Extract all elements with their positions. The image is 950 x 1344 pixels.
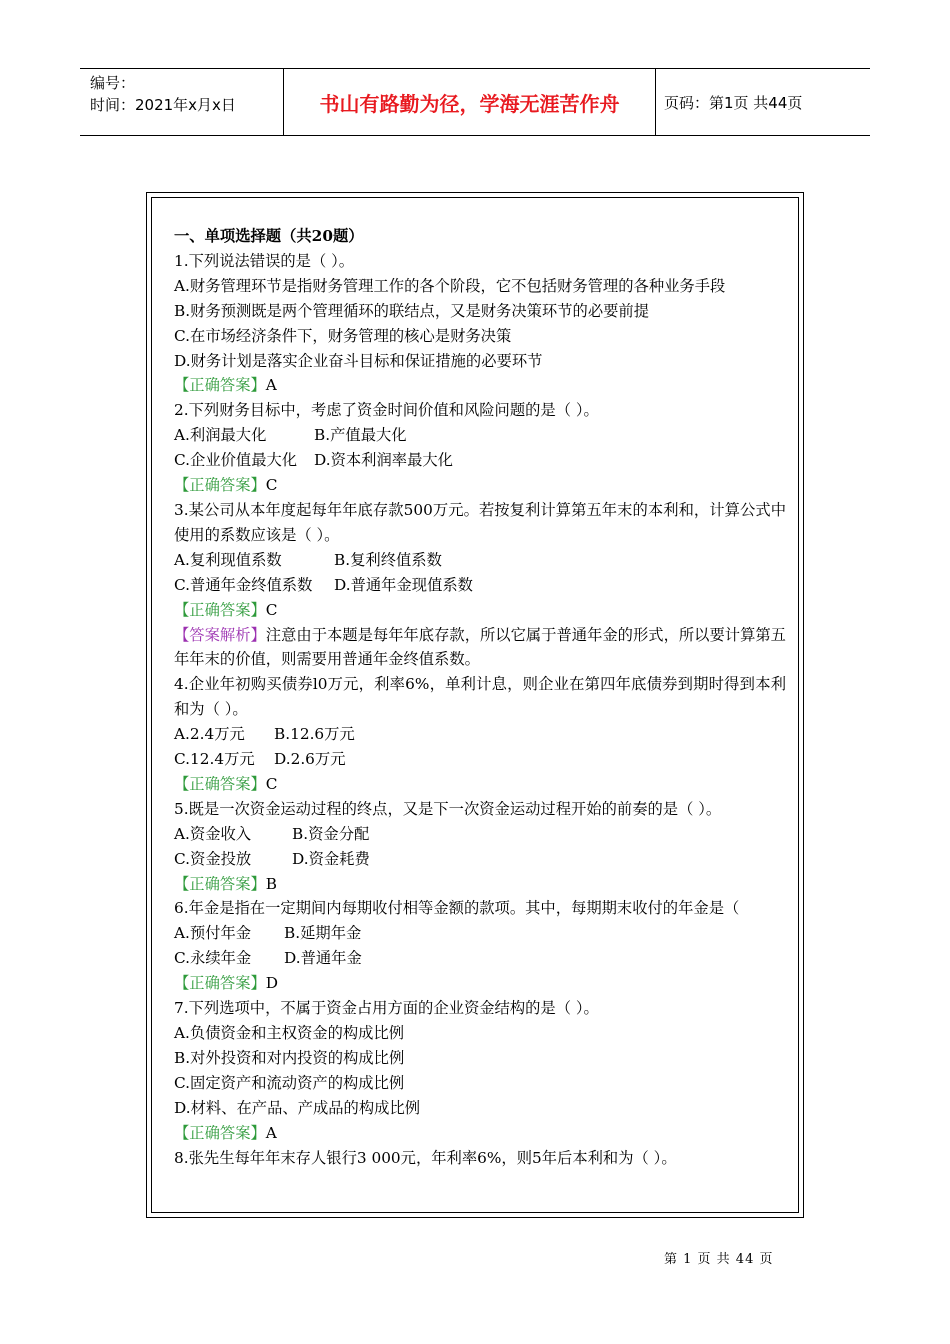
option-row (174, 847, 786, 872)
option-text: A.预付年金 (174, 924, 252, 943)
option-text: D.资本利润率最大化 (314, 451, 453, 470)
question-stem: 7.下列选项中，不属于资金占用方面的企业资金结构的是（ ）。 (174, 999, 599, 1018)
question-stem: 1.下列说法错误的是（ ）。 (174, 251, 355, 270)
option-text: D.普通年金 (284, 949, 362, 968)
option-text: C.12.4万元 (174, 750, 255, 769)
page-header (80, 68, 870, 136)
option-text: D.普通年金现值系数 (334, 575, 473, 594)
option-row (174, 1046, 786, 1071)
answer-line (174, 772, 786, 797)
option-text: B.财务预测既是两个管理循环的联结点，又是财务决策环节的必要前提 (174, 301, 650, 320)
answer-value: B (265, 874, 278, 893)
option-row (174, 274, 786, 299)
option-text: C.资金投放 (174, 849, 252, 868)
option-text: A.2.4万元 (174, 725, 245, 744)
option-text: C.普通年金终值系数 (174, 575, 313, 594)
explanation-block (174, 623, 786, 673)
option-row (174, 299, 786, 324)
answer-label: 【正确答案】 (174, 600, 266, 619)
explanation-label: 【答案解析】 (174, 625, 266, 644)
header-page-info: 页码：第1页 共44页 (664, 93, 803, 112)
option-text: B.12.6万元 (274, 725, 355, 744)
answer-value: D (265, 974, 279, 993)
option-text: A.负债资金和主权资金的构成比例 (174, 1024, 405, 1042)
option-text: A.利润最大化 (174, 426, 267, 445)
option-row (174, 349, 786, 374)
option-text: A.财务管理环节是指财务管理工作的各个阶段，它不包括财务管理的各种业务手段 (174, 276, 726, 295)
option-text: A.复利现值系数 (174, 550, 282, 569)
option-row (174, 921, 786, 946)
option-row (174, 448, 786, 473)
answer-line (174, 1121, 786, 1146)
option-text: C.固定资产和流动资产的构成比例 (174, 1073, 405, 1092)
answer-label: 【正确答案】 (174, 974, 266, 993)
option-row (174, 822, 786, 847)
option-row (174, 573, 786, 598)
answer-label: 【正确答案】 (174, 476, 266, 495)
option-text: B.产值最大化 (314, 426, 407, 445)
question-stem: 3.某公司从本年度起每年年底存款500万元。若按复利计算第五年末的本利和，计算公式中使用的系数应该是（ ）。 (174, 500, 786, 544)
answer-label: 【正确答案】 (174, 774, 266, 793)
document-time-label: 时间：2021年x月x日 (90, 96, 236, 114)
option-row (174, 1096, 786, 1121)
option-text: D.财务计划是落实企业奋斗目标和保证措施的必要环节 (174, 351, 543, 370)
option-row (174, 722, 786, 747)
option-text: B.复利终值系数 (334, 550, 442, 569)
header-left-cell (80, 69, 283, 135)
option-text: C.永续年金 (174, 949, 252, 968)
answer-value: A (265, 1123, 277, 1142)
question-stem: 2.下列财务目标中，考虑了资金时间价值和风险问题的是（ ）。 (174, 401, 599, 420)
explanation-text: 注意由于本题是每年年底存款，所以它属于普通年金的形式，所以要计算第五年年末的价值，则需要用普通年金终值系数。 (174, 625, 786, 669)
option-text: B.资金分配 (292, 824, 370, 843)
option-text: D.材料、在产品、产成品的构成比例 (174, 1098, 421, 1117)
option-row (174, 1021, 786, 1046)
option-row (174, 548, 786, 573)
question-list (174, 224, 786, 1170)
answer-line (174, 971, 786, 996)
answer-label: 【正确答案】 (174, 1123, 266, 1142)
answer-value: C (265, 774, 278, 793)
option-text: C.在市场经济条件下，财务管理的核心是财务决策 (174, 326, 512, 345)
answer-line (174, 872, 786, 897)
question-box (146, 192, 804, 1218)
option-row (174, 324, 786, 349)
page-footer: 第 1 页 共 44 页 (664, 1252, 774, 1267)
question-stem: 8.张先生每年年末存人银行3 000元，年利率6%，则5年后本利和为（ ）。 (174, 1148, 677, 1167)
document-number-label: 编号： (90, 74, 136, 92)
answer-value: C (265, 600, 278, 619)
section-title: 一、单项选择题（共20题） (174, 227, 364, 245)
question-stem: 4.企业年初购买债券l0万元，利率6%，单利计息，则企业在第四年底债券到期时得到本利和为（ ）。 (174, 675, 786, 719)
option-text: D.2.6万元 (274, 750, 346, 769)
question-stem: 6.年金是指在一定期间内每期收付相等金额的款项。其中，每期期末收付的年金是（ (174, 899, 740, 918)
option-text: C.企业价值最大化 (174, 451, 298, 470)
answer-line (174, 598, 786, 623)
option-text: A.资金收入 (174, 824, 252, 843)
answer-label: 【正确答案】 (174, 376, 266, 395)
option-row (174, 747, 786, 772)
answer-value: A (265, 376, 277, 395)
answer-label: 【正确答案】 (174, 874, 266, 893)
answer-line (174, 473, 786, 498)
header-motto: 书山有路勤为径，学海无涯苦作舟 (283, 69, 656, 135)
option-row (174, 946, 786, 971)
option-text: B.对外投资和对内投资的构成比例 (174, 1048, 405, 1067)
question-stem: 5.既是一次资金运动过程的终点，又是下一次资金运动过程开始的前奏的是（ ）。 (174, 799, 722, 818)
question-box-inner (151, 197, 799, 1213)
option-row (174, 423, 786, 448)
answer-value: C (265, 476, 278, 495)
option-text: D.资金耗费 (292, 849, 370, 868)
option-text: B.延期年金 (284, 924, 362, 943)
option-row (174, 1071, 786, 1096)
answer-line (174, 373, 786, 398)
